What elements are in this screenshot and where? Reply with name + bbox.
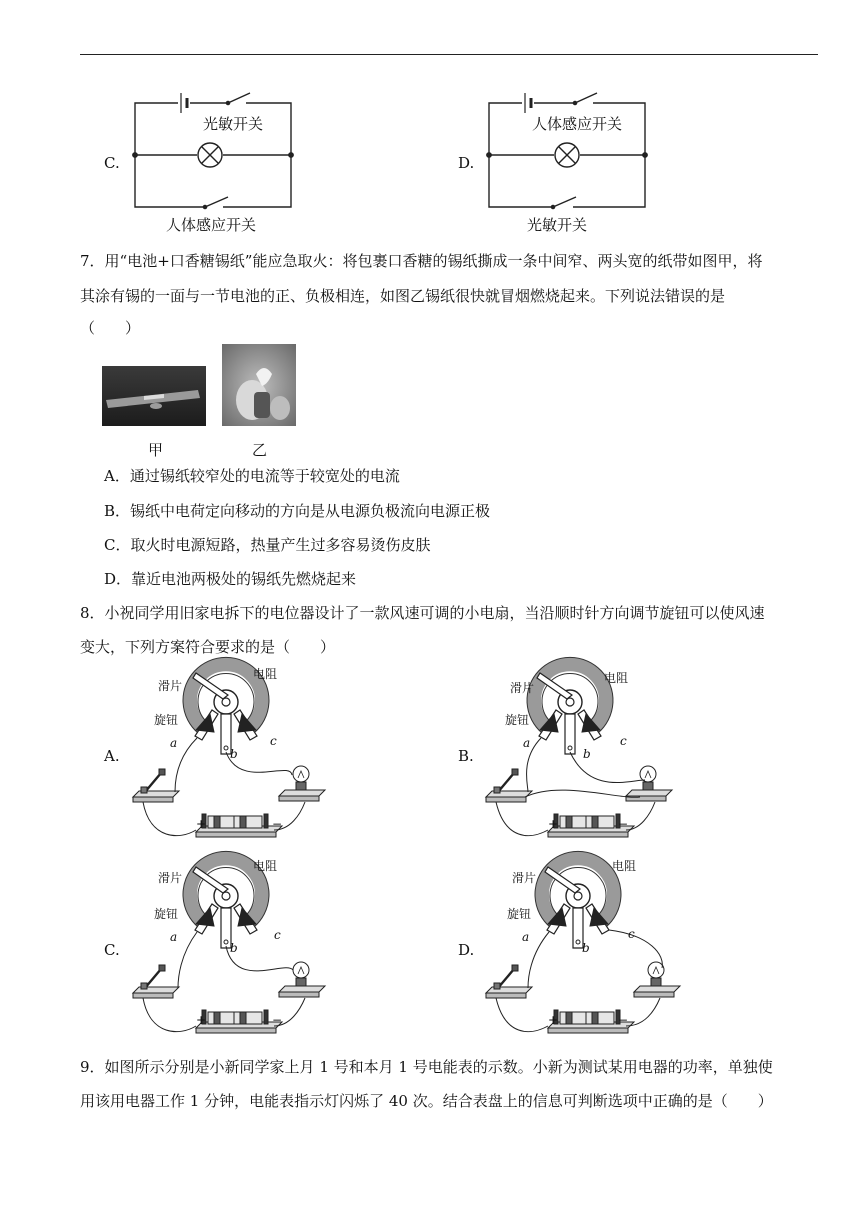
q6-option-d-label: D. — [458, 154, 475, 172]
q8c-knob-label: 旋钮 — [154, 907, 179, 921]
q9-stem-line2: 用该用电器工作 1 分钟，电能表指示灯闪烁了 40 次。结合表盘上的信息可判断选项中正确的是（ ） — [80, 1092, 773, 1110]
q8b-term-a: a — [523, 736, 531, 750]
q8c-slider-label: 滑片 — [158, 871, 183, 885]
q8b-slider-label: 滑片 — [510, 681, 535, 695]
q7-stem-line2: 其涂有锡的一面与一节电池的正、负极相连，如图乙锡纸很快就冒烟燃烧起来。下列说法错误的是 — [80, 287, 726, 305]
q8d-knob-label: 旋钮 — [507, 907, 532, 921]
q7-stem-line1: 7．用“电池+口香糖锡纸”能应急取火：将包裹口香糖的锡纸撕成一条中间窄、两头宽的纸带如图甲，将 — [80, 252, 763, 270]
q8a-slider-label: 滑片 — [158, 679, 183, 693]
q8c-term-b: b — [230, 941, 238, 955]
q8d-term-b: b — [582, 941, 590, 955]
q7-image-label-jia: 甲 — [148, 441, 164, 459]
q7-image-label-yi: 乙 — [252, 441, 268, 459]
q8d-minus: − — [618, 1013, 629, 1027]
q8a-term-b: b — [230, 747, 238, 761]
q8b-minus: − — [618, 817, 629, 831]
q8c-minus: − — [272, 1013, 283, 1027]
q6-d-top-switch-label: 人体感应开关 — [532, 115, 623, 133]
q8-option-d-label: D. — [458, 941, 475, 959]
q6-c-top-switch-label: 光敏开关 — [203, 115, 264, 133]
q6-c-bottom-switch-label: 人体感应开关 — [166, 216, 257, 234]
q7-option-a: A．通过锡纸较窄处的电流等于较宽处的电流 — [104, 467, 400, 485]
q8a-plus: + — [196, 817, 207, 831]
q8d-term-a: a — [522, 930, 530, 944]
q8c-term-c: c — [274, 928, 281, 942]
q8a-minus: − — [272, 817, 283, 831]
q7-option-b: B．锡纸中电荷定向移动的方向是从电源负极流向电源正极 — [104, 502, 491, 520]
q8-option-a-label: A. — [104, 747, 120, 765]
q8d-slider-label: 滑片 — [512, 871, 537, 885]
q8a-term-a: a — [170, 736, 178, 750]
q6-option-c-label: C. — [104, 154, 120, 172]
q9-stem-line1: 9．如图所示分别是小新同学家上月 1 号和本月 1 号电能表的示数。小新为测试某用电器的功率，单独使 — [80, 1058, 773, 1076]
q8c-plus: + — [196, 1013, 207, 1027]
q8b-knob-label: 旋钮 — [505, 713, 530, 727]
q7-option-d: D．靠近电池两极处的锡纸先燃烧起来 — [104, 570, 357, 588]
q8-stem-line2: 变大，下列方案符合要求的是（ ） — [80, 638, 336, 656]
q8c-term-a: a — [170, 930, 178, 944]
q6-d-bottom-switch-label: 光敏开关 — [527, 216, 588, 234]
q8a-knob-label: 旋钮 — [154, 713, 179, 727]
q8-option-b-label: B. — [458, 747, 474, 765]
q8c-resistor-label: 电阻 — [253, 859, 278, 873]
q8b-term-c: c — [620, 734, 627, 748]
q7-answer-paren: （ ） — [80, 319, 141, 337]
q7-option-c: C．取火时电源短路，热量产生过多容易烫伤皮肤 — [104, 536, 431, 554]
q8a-resistor-label: 电阻 — [253, 667, 278, 681]
q8a-term-c: c — [270, 734, 277, 748]
q8d-plus: + — [548, 1013, 559, 1027]
q8b-term-b: b — [583, 747, 591, 761]
q8b-resistor-label: 电阻 — [604, 671, 629, 685]
q8-option-c-label: C. — [104, 941, 120, 959]
q8b-plus: + — [548, 817, 559, 831]
q8d-term-c: c — [628, 927, 635, 941]
q8-stem-line1: 8．小祝同学用旧家电拆下的电位器设计了一款风速可调的小电扇，当沿顺时针方向调节旋钮可以使风速 — [80, 604, 765, 622]
q8d-resistor-label: 电阻 — [612, 859, 637, 873]
